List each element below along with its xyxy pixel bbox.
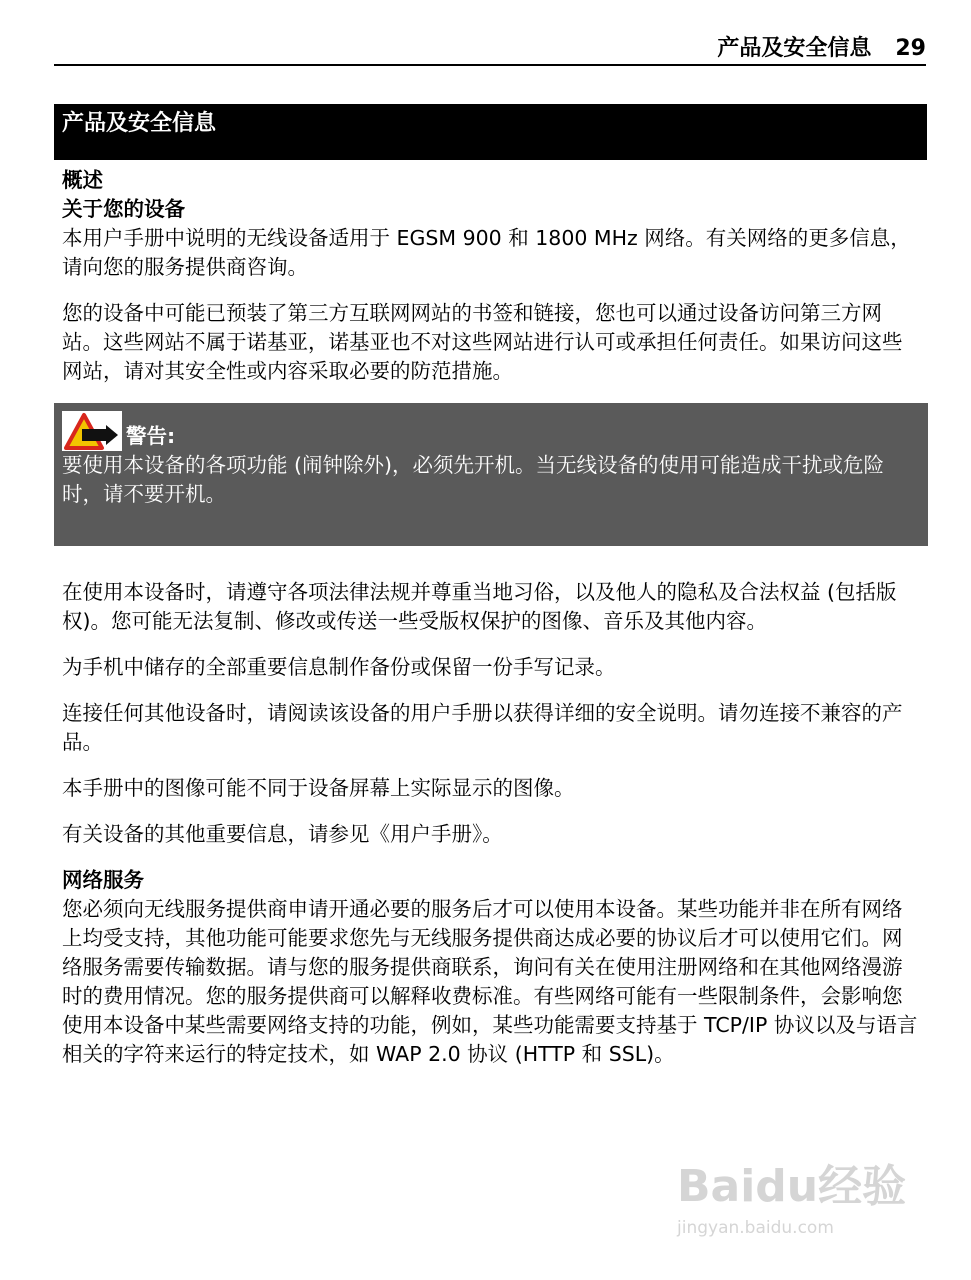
about-device-heading: 关于您的设备 [62,197,185,221]
section-title-bar [54,104,927,160]
network-services-text: 您必须向无线服务提供商申请开通必要的服务后才可以使用本设备。某些功能并非在所有网络上均受支持，其他功能可能要求您先与无线服务提供商达成必要的协议后才可以使用它们。网络服务需要传输数据。请与您的服务提供商联系，询问有关在使用注册网络和在其他网络漫游时的费用情况。您的服务提供商可以解释收费标准。有些网络可能有一些限制条件，会影响您使用本设备中某些需要网络支持的功能，例如，某些功能需要支持基于 TCP/IP 协议以及与语言相关的字符来运行的特定技术，如 WAP 2.0 协议 (HTTP 和 SSL)。 [62,897,918,1066]
watermark-url: jingyan.baidu.com [677,1218,834,1238]
watermark-logo: Baidu经验 [677,1161,907,1212]
page-content [62,166,922,1069]
network-services-heading: 网络服务 [62,868,144,892]
running-header-title: 产品及安全信息 [717,36,872,61]
running-header [54,36,926,66]
page-number: 29 [895,36,926,61]
section-title: 产品及安全信息 [62,111,217,136]
warning-header [62,407,920,451]
paragraph: 为手机中储存的全部重要信息制作备份或保留一份手写记录。 [62,655,616,679]
paragraph: 您的设备中可能已预装了第三方互联网网站的书签和链接，您也可以通过设备访问第三方网站。这些网站不属于诺基亚，诺基亚也不对这些网站进行认可或承担任何责任。如果访问这些网站，请对其安全性或内容采取必要的防范措施。 [62,301,903,383]
paragraph: 连接任何其他设备时，请阅读该设备的用户手册以获得详细的安全说明。请勿连接不兼容的产品。 [62,701,903,754]
warning-hand-icon [62,411,122,451]
warning-text: 要使用本设备的各项功能 (闹钟除外)，必须先开机。当无线设备的使用可能造成干扰或危险时，请不要开机。 [62,453,885,506]
overview-heading: 概述 [62,168,103,192]
paragraph: 有关设备的其他重要信息，请参见《用户手册》。 [62,822,503,846]
paragraph: 在使用本设备时，请遵守各项法律法规并尊重当地习俗，以及他人的隐私及合法权益 (包括版权)。您可能无法复制、修改或传送一些受版权保护的图像、音乐及其他内容。 [62,580,897,633]
warning-title: 警告: [126,424,176,448]
warning-box [54,403,928,546]
paragraph: 本用户手册中说明的无线设备适用于 EGSM 900 和 1800 MHz 网络。有关网络的更多信息，请向您的服务提供商咨询。 [62,226,911,279]
paragraph: 本手册中的图像可能不同于设备屏幕上实际显示的图像。 [62,776,575,800]
watermark [677,1150,907,1250]
